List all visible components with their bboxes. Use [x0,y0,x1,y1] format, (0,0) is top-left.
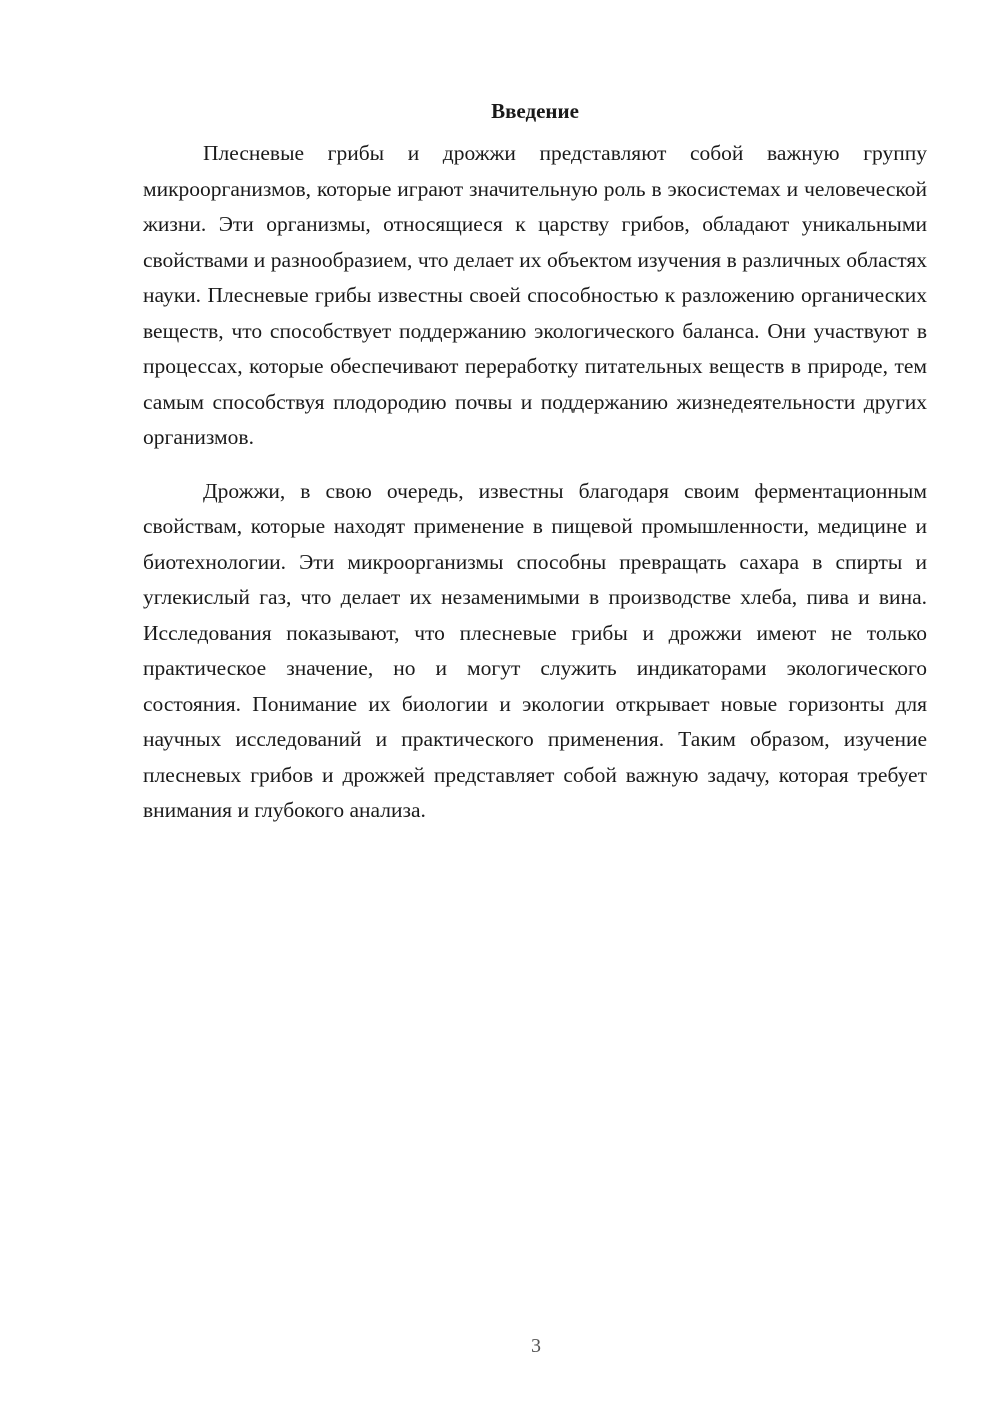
page-content [143,96,927,847]
section-title: Введение [491,99,579,123]
paragraph-2: Дрожжи, в свою очередь, известны благодаря своим ферментационным свойствам, которые находят применение в пищевой промышленности, медицине и биотехнологии. Эти микроорганизмы способны превращать сахара в спирты и углекислый газ, что делает их незаменимыми в производстве хлеба, пива и вина. Исследования показывают, что плесневые грибы и дрожжи имеют не только практическое значение, но и могут служить индикаторами экологического состояния. Понимание их биологии и экологии открывает новые горизонты для научных исследований и практического применения. Таким образом, изучение плесневых грибов и дрожжей представляет собой важную задачу, которая требует внимания и глубокого анализа. [143,478,927,822]
page-number: 3 [531,1335,541,1357]
paragraph-1: Плесневые грибы и дрожжи представляют собой важную группу микроорганизмов, которые играют значительную роль в экосистемах и человеческой жизни. Эти организмы, относящиеся к царству грибов, обладают уникальными свойствами и разнообразием, что делает их объектом изучения в различных областях науки. Плесневые грибы известны своей способностью к разложению органических веществ, что способствует поддержанию экологического баланса. Они участвуют в процессах, которые обеспечивают переработку питательных веществ в природе, тем самым способствуя плодородию почвы и поддержанию жизнедеятельности других организмов. [143,141,927,449]
